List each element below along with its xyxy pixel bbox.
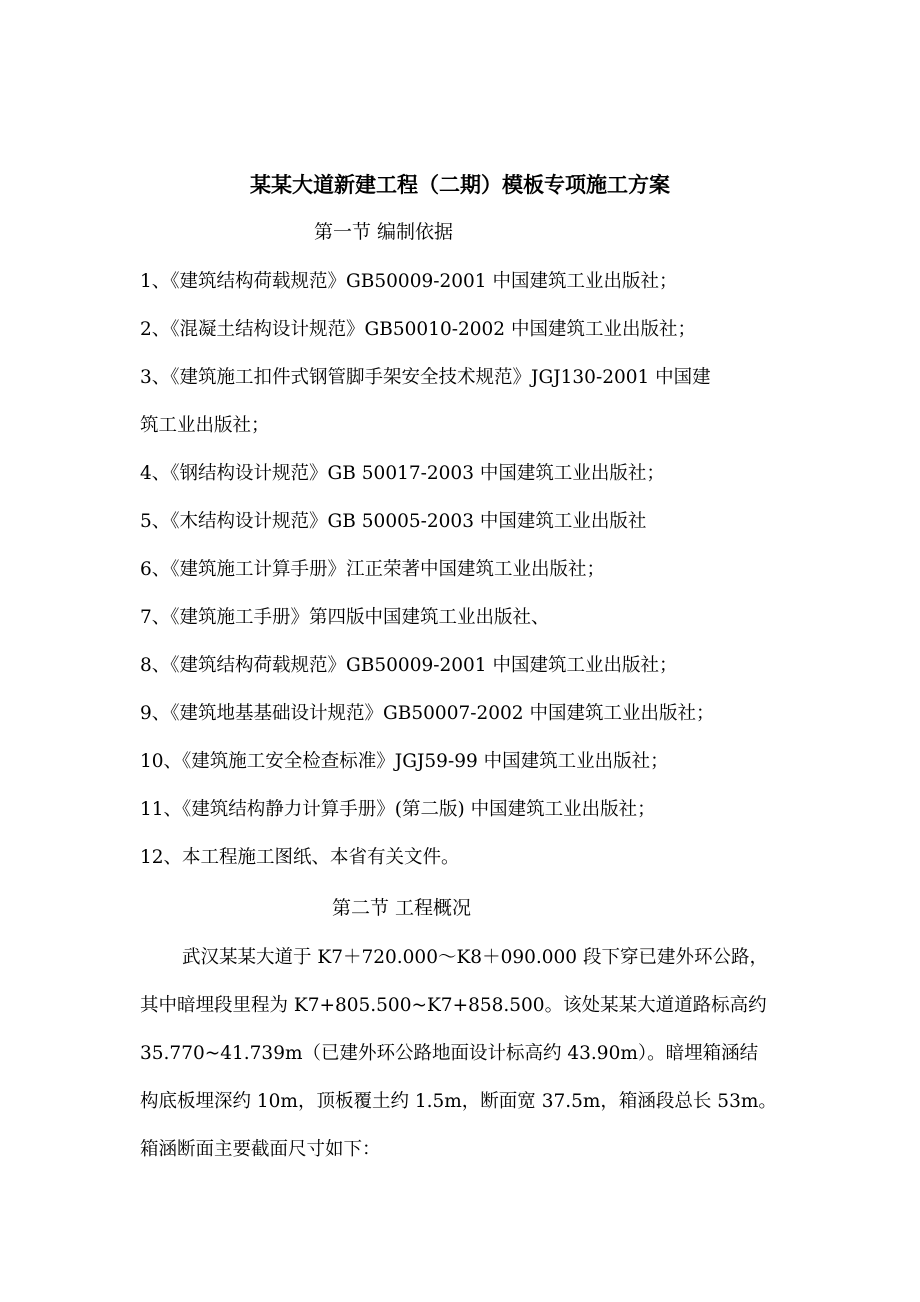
reference-line: 筑工业出版社；: [140, 415, 270, 436]
reference-line: 12、本工程施工图纸、本省有关文件。: [140, 847, 460, 868]
reference-line: 4、《钢结构设计规范》GB 50017-2003 中国建筑工业出版社；: [140, 463, 665, 484]
section-heading-basis: 第一节 编制依据: [314, 221, 454, 243]
reference-line: 6、《建筑施工计算手册》江正荣著中国建筑工业出版社；: [140, 559, 606, 580]
section-heading-overview: 第二节 工程概况: [332, 897, 472, 919]
overview-line: 35.770~41.739m（已建外环公路地面设计标高约 43.90m）。暗埋箱涵结: [140, 1043, 759, 1064]
reference-line: 3、《建筑施工扣件式钢管脚手架安全技术规范》JGJ130-2001 中国建: [140, 367, 711, 388]
overview-line: 其中暗埋段里程为 K7+805.500~K7+858.500。该处某某大道道路标高约: [140, 995, 767, 1016]
reference-line: 1、《建筑结构荷载规范》GB50009-2001 中国建筑工业出版社；: [140, 271, 678, 292]
document-title: 某某大道新建工程（二期）模板专项施工方案: [250, 172, 670, 197]
reference-line: 8、《建筑结构荷载规范》GB50009-2001 中国建筑工业出版社；: [140, 655, 678, 676]
overview-line: 武汉某某大道于 K7＋720.000～K8＋090.000 段下穿已建外环公路，: [182, 947, 768, 968]
overview-line: 箱涵断面主要截面尺寸如下：: [140, 1139, 381, 1160]
overview-line: 构底板埋深约 10m，顶板覆土约 1.5m，断面宽 37.5m，箱涵段总长 53m。: [140, 1091, 777, 1112]
reference-line: 9、《建筑地基基础设计规范》GB50007-2002 中国建筑工业出版社；: [140, 703, 715, 724]
reference-line: 11、《建筑结构静力计算手册》(第二版) 中国建筑工业出版社；: [140, 799, 656, 820]
reference-line: 7、《建筑施工手册》第四版中国建筑工业出版社、: [140, 607, 550, 628]
reference-line: 2、《混凝土结构设计规范》GB50010-2002 中国建筑工业出版社；: [140, 319, 696, 340]
reference-line: 5、《木结构设计规范》GB 50005-2003 中国建筑工业出版社: [140, 511, 647, 532]
reference-line: 10、《建筑施工安全检查标准》JGJ59-99 中国建筑工业出版社；: [140, 751, 669, 772]
